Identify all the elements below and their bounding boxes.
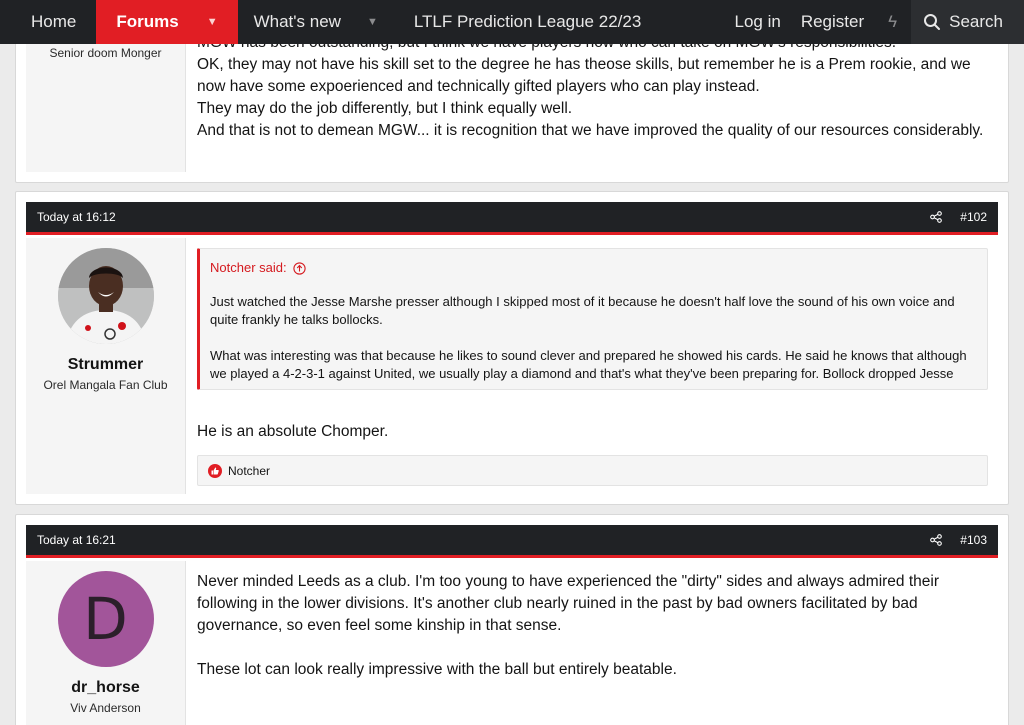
- quote-paragraph: What was interesting was that because he likes to sound clever and prepared he showed his cards. He said he knows that although we played a 4-2-3-1 against United, we usually play a diamond and that's what they've been preparing for. Bollock dropped Jesse: [210, 348, 967, 381]
- quote-content: [200, 277, 987, 383]
- avatar[interactable]: [58, 571, 154, 667]
- user-title: Viv Anderson: [70, 701, 141, 715]
- nav-prediction-league[interactable]: [398, 0, 651, 44]
- post-number[interactable]: #102: [960, 210, 987, 224]
- top-navigation: [0, 0, 1024, 44]
- nav-home[interactable]: [0, 0, 96, 44]
- message-line: They may do the job differently, but I think equally well.: [197, 100, 573, 117]
- chevron-down-icon[interactable]: ▼: [366, 16, 378, 28]
- chevron-down-icon[interactable]: ▼: [206, 16, 218, 28]
- share-icon[interactable]: [930, 211, 942, 223]
- nav-forums[interactable]: [96, 0, 237, 44]
- like-icon: [208, 464, 222, 478]
- nav-account-area: [724, 0, 1024, 44]
- register-label: Register: [800, 12, 865, 31]
- post-user-column: [26, 238, 186, 494]
- post-message: [197, 32, 988, 142]
- post-date[interactable]: Today at 16:12: [37, 210, 116, 224]
- login-link[interactable]: [724, 12, 790, 32]
- nav-league-label: LTLF Prediction League 22/23: [413, 12, 642, 31]
- post-message: [197, 248, 988, 486]
- post-103: [15, 514, 1009, 725]
- post-number[interactable]: #103: [960, 533, 987, 547]
- user-title: Orel Mangala Fan Club: [43, 378, 168, 392]
- arrow-up-circle-icon[interactable]: [293, 262, 306, 275]
- nav-whats-new[interactable]: [238, 0, 398, 44]
- post-102: [15, 191, 1009, 505]
- message-line: OK, they may not have his skill set to the degree he has theose skills, but remember he is a Prem rookie, and we now have some expoerienced and technically gifted players who can play instead.: [197, 56, 971, 95]
- nav-spacer: [651, 0, 724, 44]
- nav-home-label: Home: [31, 12, 77, 31]
- whats-new-bolt-icon[interactable]: ϟ: [888, 12, 898, 31]
- post-header: [26, 202, 998, 235]
- quote-author[interactable]: [200, 249, 987, 277]
- search-icon: [923, 13, 941, 31]
- nav-whats-new-label: What's new: [253, 12, 341, 31]
- search-button[interactable]: [911, 0, 1024, 44]
- quote-block: [197, 248, 988, 390]
- quote-paragraph: Just watched the Jesse Marshe presser although I skipped most of it because he doesn't half love the sound of his own voice and quite frankly he talks bollocks.: [210, 294, 955, 327]
- user-title: Senior doom Monger: [49, 46, 162, 60]
- nav-forums-label: Forums: [116, 12, 179, 31]
- register-link[interactable]: [791, 12, 874, 32]
- avatar-letter: D: [83, 585, 128, 653]
- username[interactable]: Strummer: [67, 356, 144, 373]
- reaction-user[interactable]: Notcher: [228, 463, 271, 478]
- username[interactable]: dr_horse: [71, 679, 140, 696]
- message-paragraph: These lot can look really impressive with the ball but entirely beatable.: [197, 661, 677, 678]
- post-header: [26, 525, 998, 558]
- avatar[interactable]: [58, 248, 154, 344]
- message-line: And that is not to demean MGW... it is recognition that we have improved the quality of our resources considerably.: [197, 122, 984, 139]
- message-paragraph: Never minded Leeds as a club. I'm too young to have experienced the "dirty" sides and always admired their following in the lower divisions. It's another club nearly ruined in the past by bad owners facilitated by bad governance, so even feel some kinship in that sense.: [197, 573, 940, 634]
- post-message: [197, 571, 988, 681]
- quote-author-label: Notcher said:: [210, 260, 287, 275]
- login-label: Log in: [734, 12, 781, 31]
- search-label: Search: [949, 12, 1003, 31]
- user-photo: [58, 248, 154, 344]
- reactions-bar[interactable]: [197, 455, 988, 486]
- share-icon[interactable]: [930, 534, 942, 546]
- post-date[interactable]: Today at 16:21: [37, 533, 116, 547]
- post-user-column: [26, 561, 186, 725]
- message-text: He is an absolute Chomper.: [197, 423, 389, 440]
